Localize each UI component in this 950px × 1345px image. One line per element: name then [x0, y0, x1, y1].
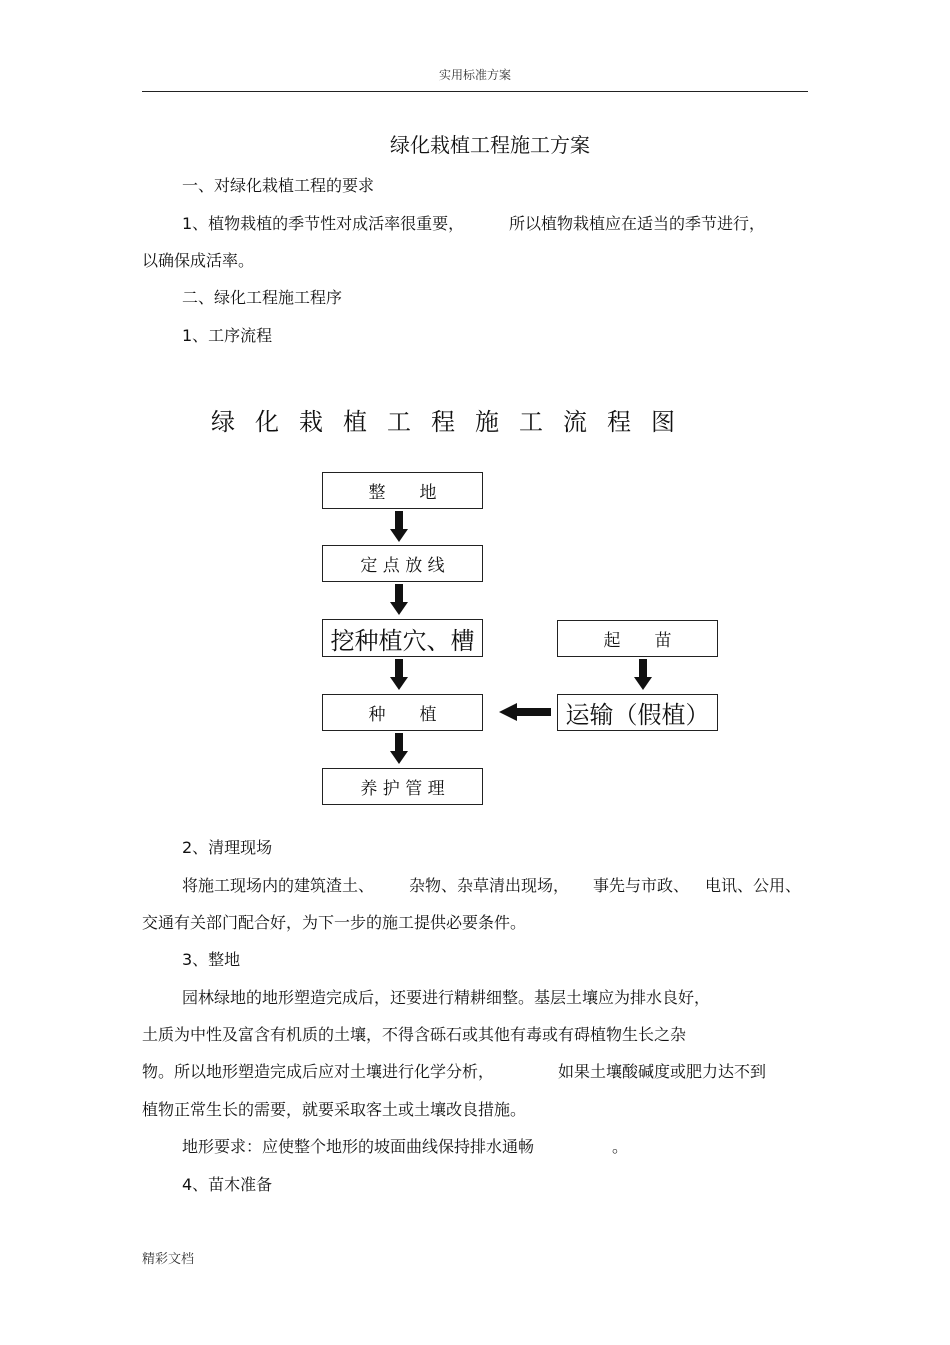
- section-1-text-b: 所以植物栽植应在适当的季节进行，: [509, 214, 766, 233]
- section-2-heading: 二、绿化工程施工程序: [182, 288, 343, 307]
- flow-step-plant: 种 植: [322, 694, 483, 731]
- flow-step-lift: 起 苗: [557, 620, 718, 657]
- arrow-down-icon: [634, 659, 652, 691]
- terrain-requirement-text: 地形要求：应使整个地形的坡面曲线保持排水通畅: [182, 1137, 535, 1156]
- subsection-3-heading: 3、整地: [182, 950, 241, 969]
- arrow-down-icon: [390, 584, 408, 616]
- subsection-3-text-3a: 物。所以地形塑造完成后应对土壤进行化学分析，: [142, 1062, 495, 1081]
- page-header: 实用标准方案: [438, 68, 511, 82]
- terrain-requirement-period: 。: [612, 1137, 629, 1156]
- page-footer: 精彩文档: [142, 1252, 195, 1267]
- subsection-3-text-1: 园林绿地的地形塑造完成后，还要进行精耕细整。基层土壤应为排水良好，: [182, 988, 711, 1007]
- section-1-text-c: 以确保成活率。: [142, 251, 255, 270]
- subsection-4-heading: 4、苗木准备: [182, 1175, 273, 1194]
- arrow-down-icon: [390, 511, 408, 543]
- arrow-down-icon: [390, 659, 408, 691]
- document-title: 绿化栽植工程施工方案: [390, 133, 590, 157]
- flow-step-stake: 定 点 放 线: [322, 545, 483, 582]
- flow-step-level: 整 地: [322, 472, 483, 509]
- subsection-2-text-c: 事先与市政、: [593, 876, 690, 895]
- subsection-2-text-d: 电讯、公用、: [705, 876, 802, 895]
- subsection-2-text-e: 交通有关部门配合好，为下一步的施工提供必要条件。: [142, 913, 527, 932]
- subsection-2-text-b: 杂物、杂草清出现场，: [409, 876, 570, 895]
- flow-step-dig: 挖种植穴、槽: [322, 619, 483, 657]
- subsection-3-text-2: 土质为中性及富含有机质的土壤，不得含砾石或其他有毒或有碍植物生长之杂: [142, 1025, 687, 1044]
- flow-step-maintain: 养 护 管 理: [322, 768, 483, 805]
- section-1-text-a: 1、植物栽植的季节性对成活率很重要，: [182, 214, 465, 233]
- flowchart-title: 绿化栽植工程施工流程图: [211, 408, 695, 436]
- arrow-down-icon: [390, 733, 408, 765]
- subsection-1-heading: 1、工序流程: [182, 326, 273, 345]
- subsection-2-text-a: 将施工现场内的建筑渣土、: [182, 876, 375, 895]
- section-1-heading: 一、对绿化栽植工程的要求: [182, 176, 375, 195]
- subsection-2-heading: 2、清理现场: [182, 838, 273, 857]
- header-rule: [142, 91, 808, 92]
- flow-step-transport: 运输（假植）: [557, 694, 718, 731]
- subsection-3-text-4: 植物正常生长的需要，就要采取客土或土壤改良措施。: [142, 1100, 527, 1119]
- subsection-3-text-3b: 如果土壤酸碱度或肥力达不到: [558, 1062, 767, 1081]
- arrow-left-icon: [499, 703, 551, 721]
